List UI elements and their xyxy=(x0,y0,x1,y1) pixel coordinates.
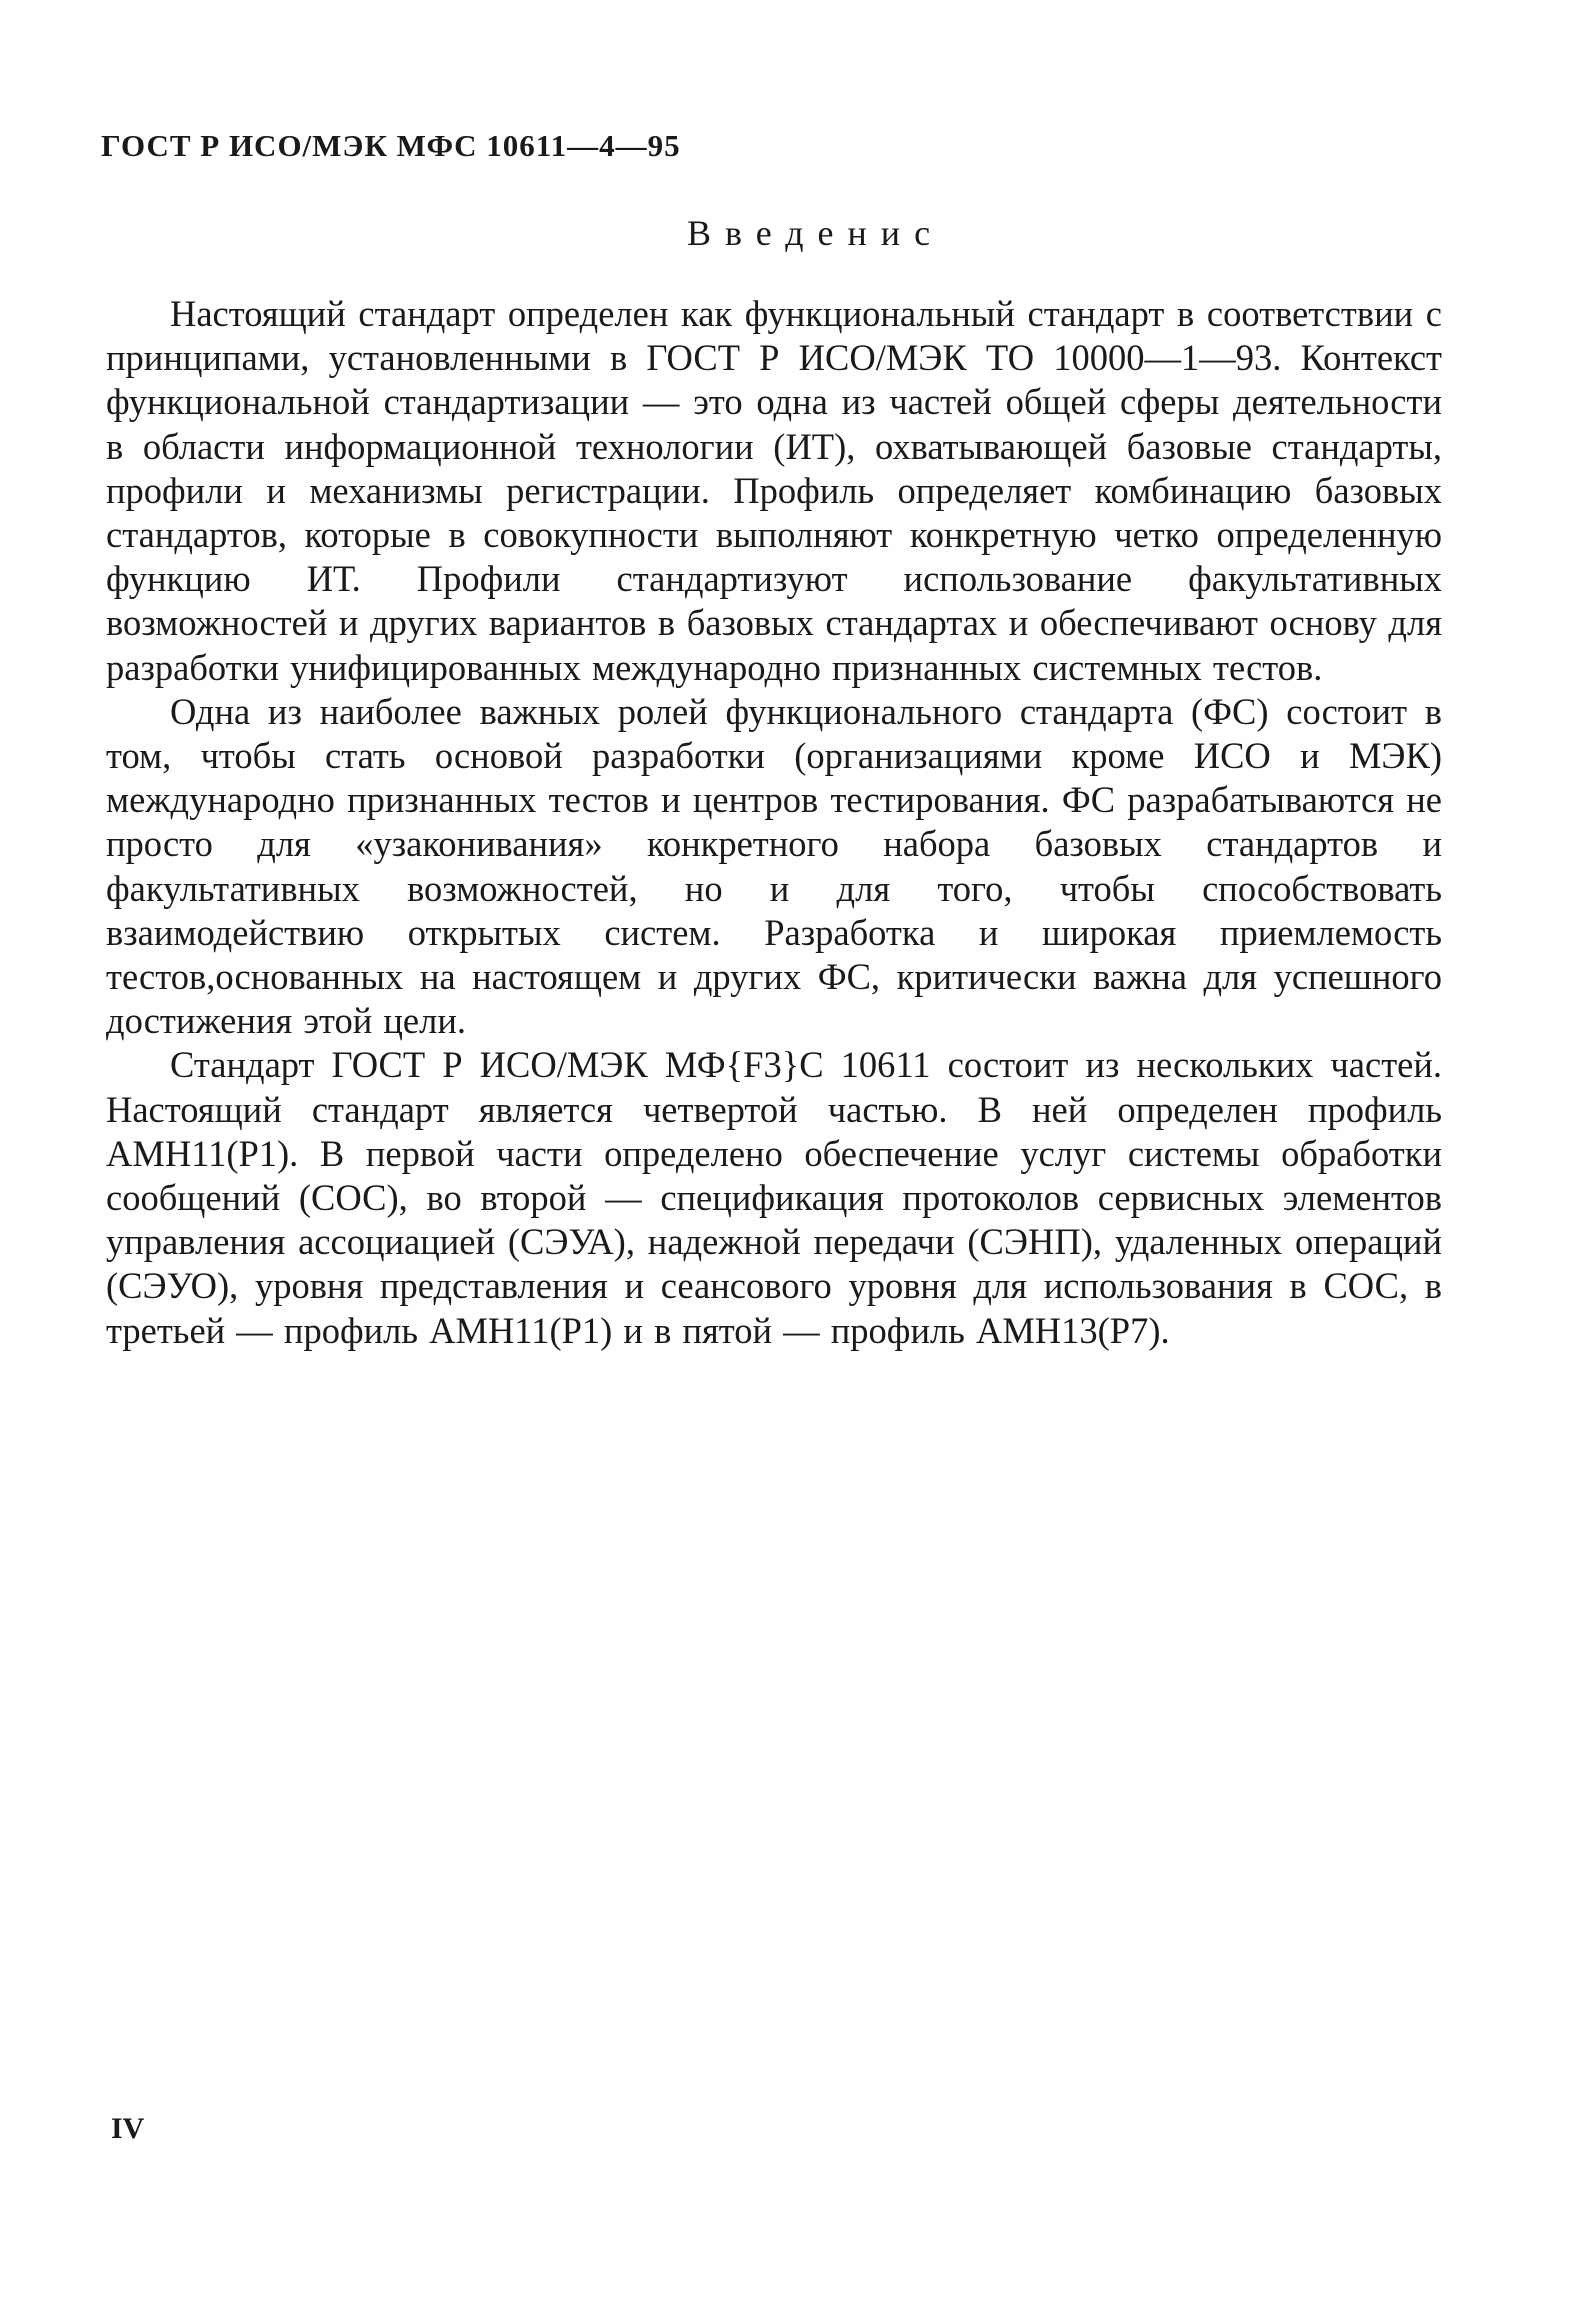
document-code-header: ГОСТ Р ИСО/МЭК МФС 10611—4—95 xyxy=(101,128,681,163)
paragraph-2: Одна из наиболее важных ролей функционального стандарта (ФС) состоит в том, чтобы стать основой разработки (организациями кроме ИСО и МЭК) международно признанных тестов и центров тестирования. ФС разрабатываются не просто для «узаконивания» конкретного набора базовых стандартов и факультативных возможностей, но и для того, чтобы способствовать взаимодействию открытых систем. Разработка и широкая приемлемость тестов,основанных на настоящем и других ФС, критически важна для успешного достижения этой цели. xyxy=(106,690,1442,1042)
section-title: Введенис xyxy=(686,213,945,253)
paragraph-3: Стандарт ГОСТ Р ИСО/МЭК МФ{F3}С 10611 состоит из нескольких частей. Настоящий стандарт является четвертой частью. В ней определен профиль AMH11(P1). В первой части определено обеспечение услуг системы обработки сообщений (СОС), во второй — спецификация протоколов сервисных элементов управления ассоциацией (СЭУА), надежной передачи (СЭНП), удаленных операций (СЭУО), уровня представления и сеансового уровня для использования в СОС, в третьей — профиль AMH11(P1) и в пятой — профиль AMH13(P7). xyxy=(106,1044,1442,1351)
body-text xyxy=(106,292,1442,1353)
paragraph-1: Настоящий стандарт определен как функциональный стандарт в соответствии с принципами, установленными в ГОСТ Р ИСО/МЭК ТО 10000—1—93. Контекст функциональной стандартизации — это одна из частей общей сферы деятельности в области информационной технологии (ИТ), охватывающей базовые стандарты, профили и механизмы регистрации. Профиль определяет комбинацию базовых стандартов, которые в совокупности выполняют конкретную четко определенную функцию ИТ. Профили стандартизуют использование факультативных возможностей и других вариантов в базовых стандартах и обеспечивают основу для разработки унифицированных международно признанных системных тестов. xyxy=(106,293,1442,688)
page-number: IV xyxy=(111,2112,145,2145)
